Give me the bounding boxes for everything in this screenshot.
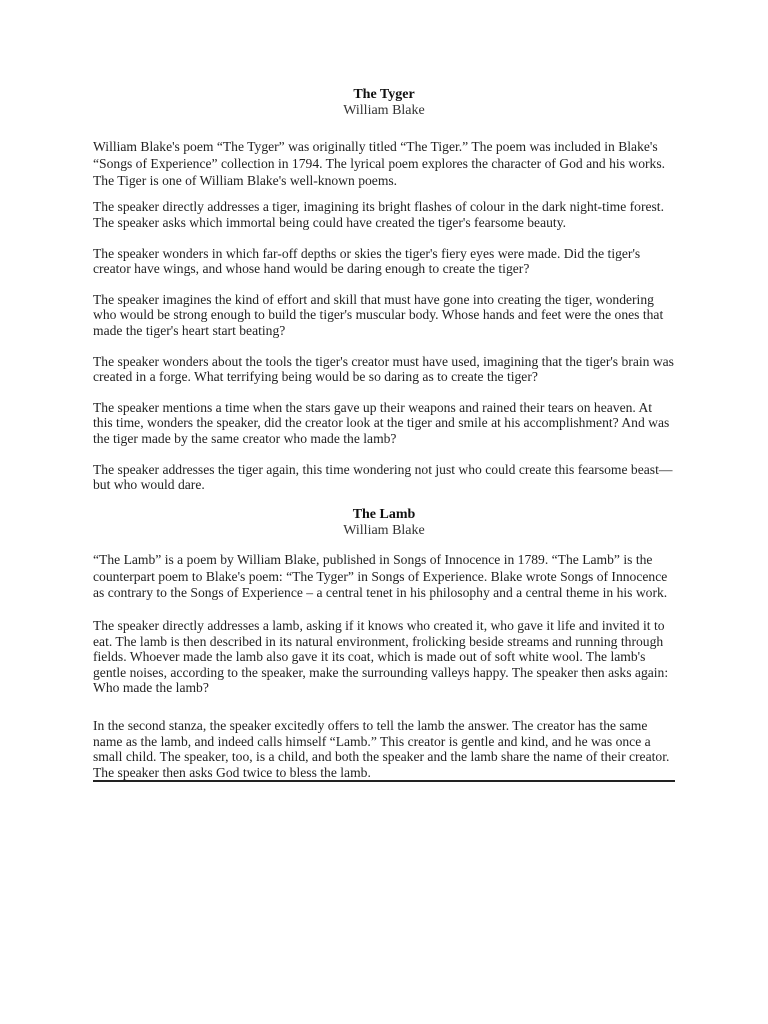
lamb-paragraph: In the second stanza, the speaker excitedly offers to tell the lamb the answer. The creator has the same name as the lamb, and indeed calls himself “Lamb.” This creator is gentle and kind, and he was once a small child. The speaker, too, is a child, and both the speaker and the lamb share the name of their creator. The speaker then asks God twice to bless the lamb. [93, 718, 675, 782]
tyger-paragraph: The speaker wonders about the tools the tiger's creator must have used, imagining that the tiger's brain was created in a forge. What terrifying being would be so daring as to create the tiger? [93, 353, 674, 385]
lamb-title: The Lamb [352, 506, 416, 522]
tyger-section [93, 87, 675, 493]
tyger-paragraph: The speaker mentions a time when the stars gave up their weapons and rained their tears on heaven. At this time, wonders the speaker, did the creator look at the tiger and smile at his accomplishment? And was the tiger made by the same creator who made the lamb? [93, 399, 670, 446]
tyger-paragraph: The speaker addresses the tiger again, this time wondering not just who could create this fearsome beast—but who would dare. [93, 461, 673, 493]
tyger-title: The Tyger [353, 87, 415, 102]
lamb-intro: “The Lamb” is a poem by William Blake, published in Songs of Innocence in 1789. “The Lamb” is the counterpart poem to Blake's poem: “The Tyger” in Songs of Experience. Blake wrote Songs of Innocence as contrary to the Songs of Experience – a central tenet in his philosophy and a central theme in his work. [93, 551, 668, 601]
tyger-author: William Blake [343, 103, 425, 118]
lamb-author: William Blake [343, 522, 425, 538]
tyger-paragraph: The speaker imagines the kind of effort and skill that must have gone into creating the tiger, wondering who would be strong enough to build the tiger's muscular body. Whose hands and feet were the ones that made the tiger's heart start beating? [93, 291, 664, 338]
lamb-section [93, 507, 675, 783]
lamb-paragraph: The speaker directly addresses a lamb, asking if it knows who created it, who gave it life and invited it to eat. The lamb is then described in its natural environment, frolicking beside streams and running through fields. Whoever made the lamb also gave it its coat, which is made out of soft white wool. The lamb's gentle noises, according to the speaker, make the surrounding valleys happy. The speaker then asks again: Who made the lamb? [93, 618, 669, 696]
document-body [93, 87, 675, 782]
tyger-paragraph: The speaker wonders in which far-off depths or skies the tiger's fiery eyes were made. Did the tiger's creator have wings, and whose hand would be daring enough to create the tiger? [93, 245, 641, 277]
tyger-intro: William Blake's poem “The Tyger” was originally titled “The Tiger.” The poem was included in Blake's “Songs of Experience” collection in 1794. The lyrical poem explores the character of God and his works. The Tiger is one of William Blake's well-known poems. [93, 139, 666, 188]
tyger-paragraph: The speaker directly addresses a tiger, imagining its bright flashes of colour in the dark night-time forest. The speaker asks which immortal being could have created the tiger's fearsome beauty. [93, 199, 664, 230]
